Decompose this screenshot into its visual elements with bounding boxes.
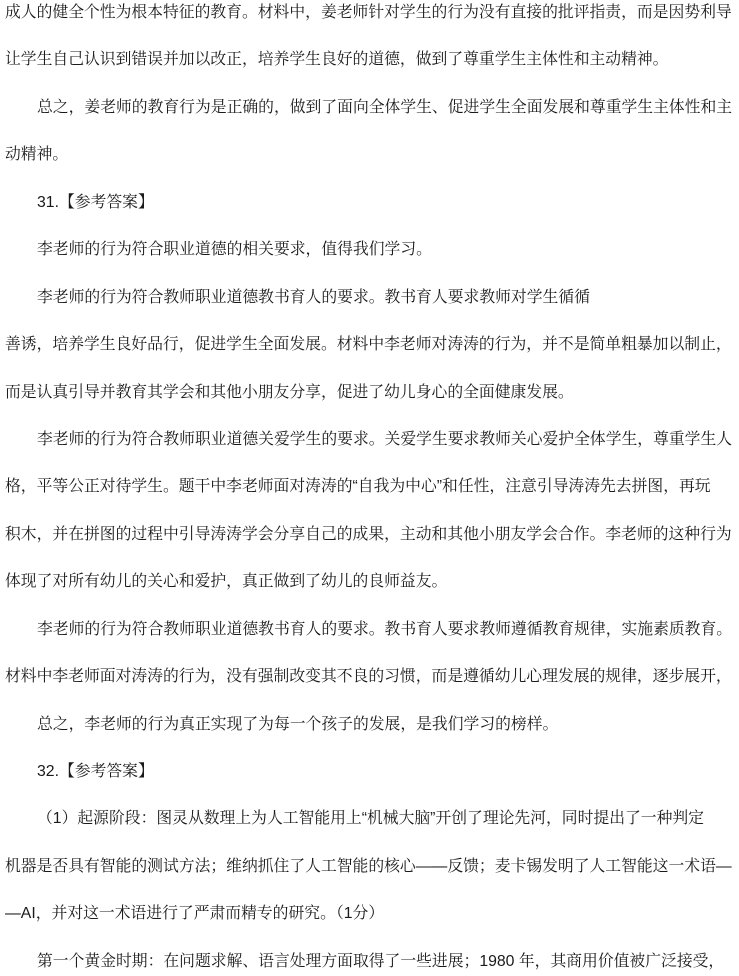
text-line: 机器是否具有智能的测试方法；维纳抓住了人工智能的核心——反馈；麦卡锡发明了人工智能这一术语— [5,857,732,875]
text-line: 李老师的行为符合教师职业道德关爱学生的要求。关爱学生要求教师关心爱护全体学生，尊重学生人 [37,430,733,448]
text-line: 而是认真引导并教育其学会和其他小朋友分享，促进了幼儿身心的全面健康发展。 [5,383,574,401]
text-line: 总之，姜老师的教育行为是正确的，做到了面向全体学生、促进学生全面发展和尊重学生主体性和主 [37,98,733,116]
text-line: —AI，并对这一术语进行了严肃而精专的研究。（1分） [5,905,385,923]
text-line: 总之，李老师的行为真正实现了为每一个孩子的发展，是我们学习的榜样。 [37,715,559,733]
text-line: （1）起源阶段：图灵从数理上为人工智能用上“机械大脑”开创了理论先河，同时提出了一种判定 [37,810,704,828]
answer-32-heading: 32.【参考答案】 [37,763,154,780]
text-line: 第一个黄金时期：在问题求解、语言处理方面取得了一些进展；1980 年，其商用价值被广泛接受， [37,952,725,970]
text-line: 动精神。 [5,146,69,164]
text-line: 李老师的行为符合职业道德的相关要求，值得我们学习。 [37,241,432,259]
answer-31-heading: 31.【参考答案】 [37,193,154,211]
text-line: 成人的健全个性为根本特征的教育。材料中，姜老师针对学生的行为没有直接的批评指责，而是因势利导 [5,4,732,21]
text-line: 积木，并在拼图的过程中引导涛涛学会分享自己的成果，主动和其他小朋友学会合作。李老师的这种行为 [5,525,732,543]
text-line: 李老师的行为符合教师职业道德教书育人的要求。教书育人要求教师遵循教育规律，实施素质教育。 [37,620,733,638]
text-line: 格，平等公正对待学生。题干中李老师面对涛涛的“自我为中心”和任性，注意引导涛涛先去拼图，再玩 [5,478,711,496]
text-line: 让学生自己认识到错误并加以改正，培养学生良好的道德，做到了尊重学生主体性和主动精神。 [5,51,669,69]
text-line: 李老师的行为符合教师职业道德教书育人的要求。教书育人要求教师对学生循循 [37,288,590,306]
text-line: 材料中李老师面对涛涛的行为，没有强制改变其不良的习惯，而是遵循幼儿心理发展的规律，逐步展开， [5,668,732,686]
text-line: 体现了对所有幼儿的关心和爱护，真正做到了幼儿的良师益友。 [5,573,448,591]
text-line: 善诱，培养学生良好品行，促进学生全面发展。材料中李老师对涛涛的行为，并不是简单粗暴加以制止， [5,336,732,354]
document-body [5,0,735,976]
